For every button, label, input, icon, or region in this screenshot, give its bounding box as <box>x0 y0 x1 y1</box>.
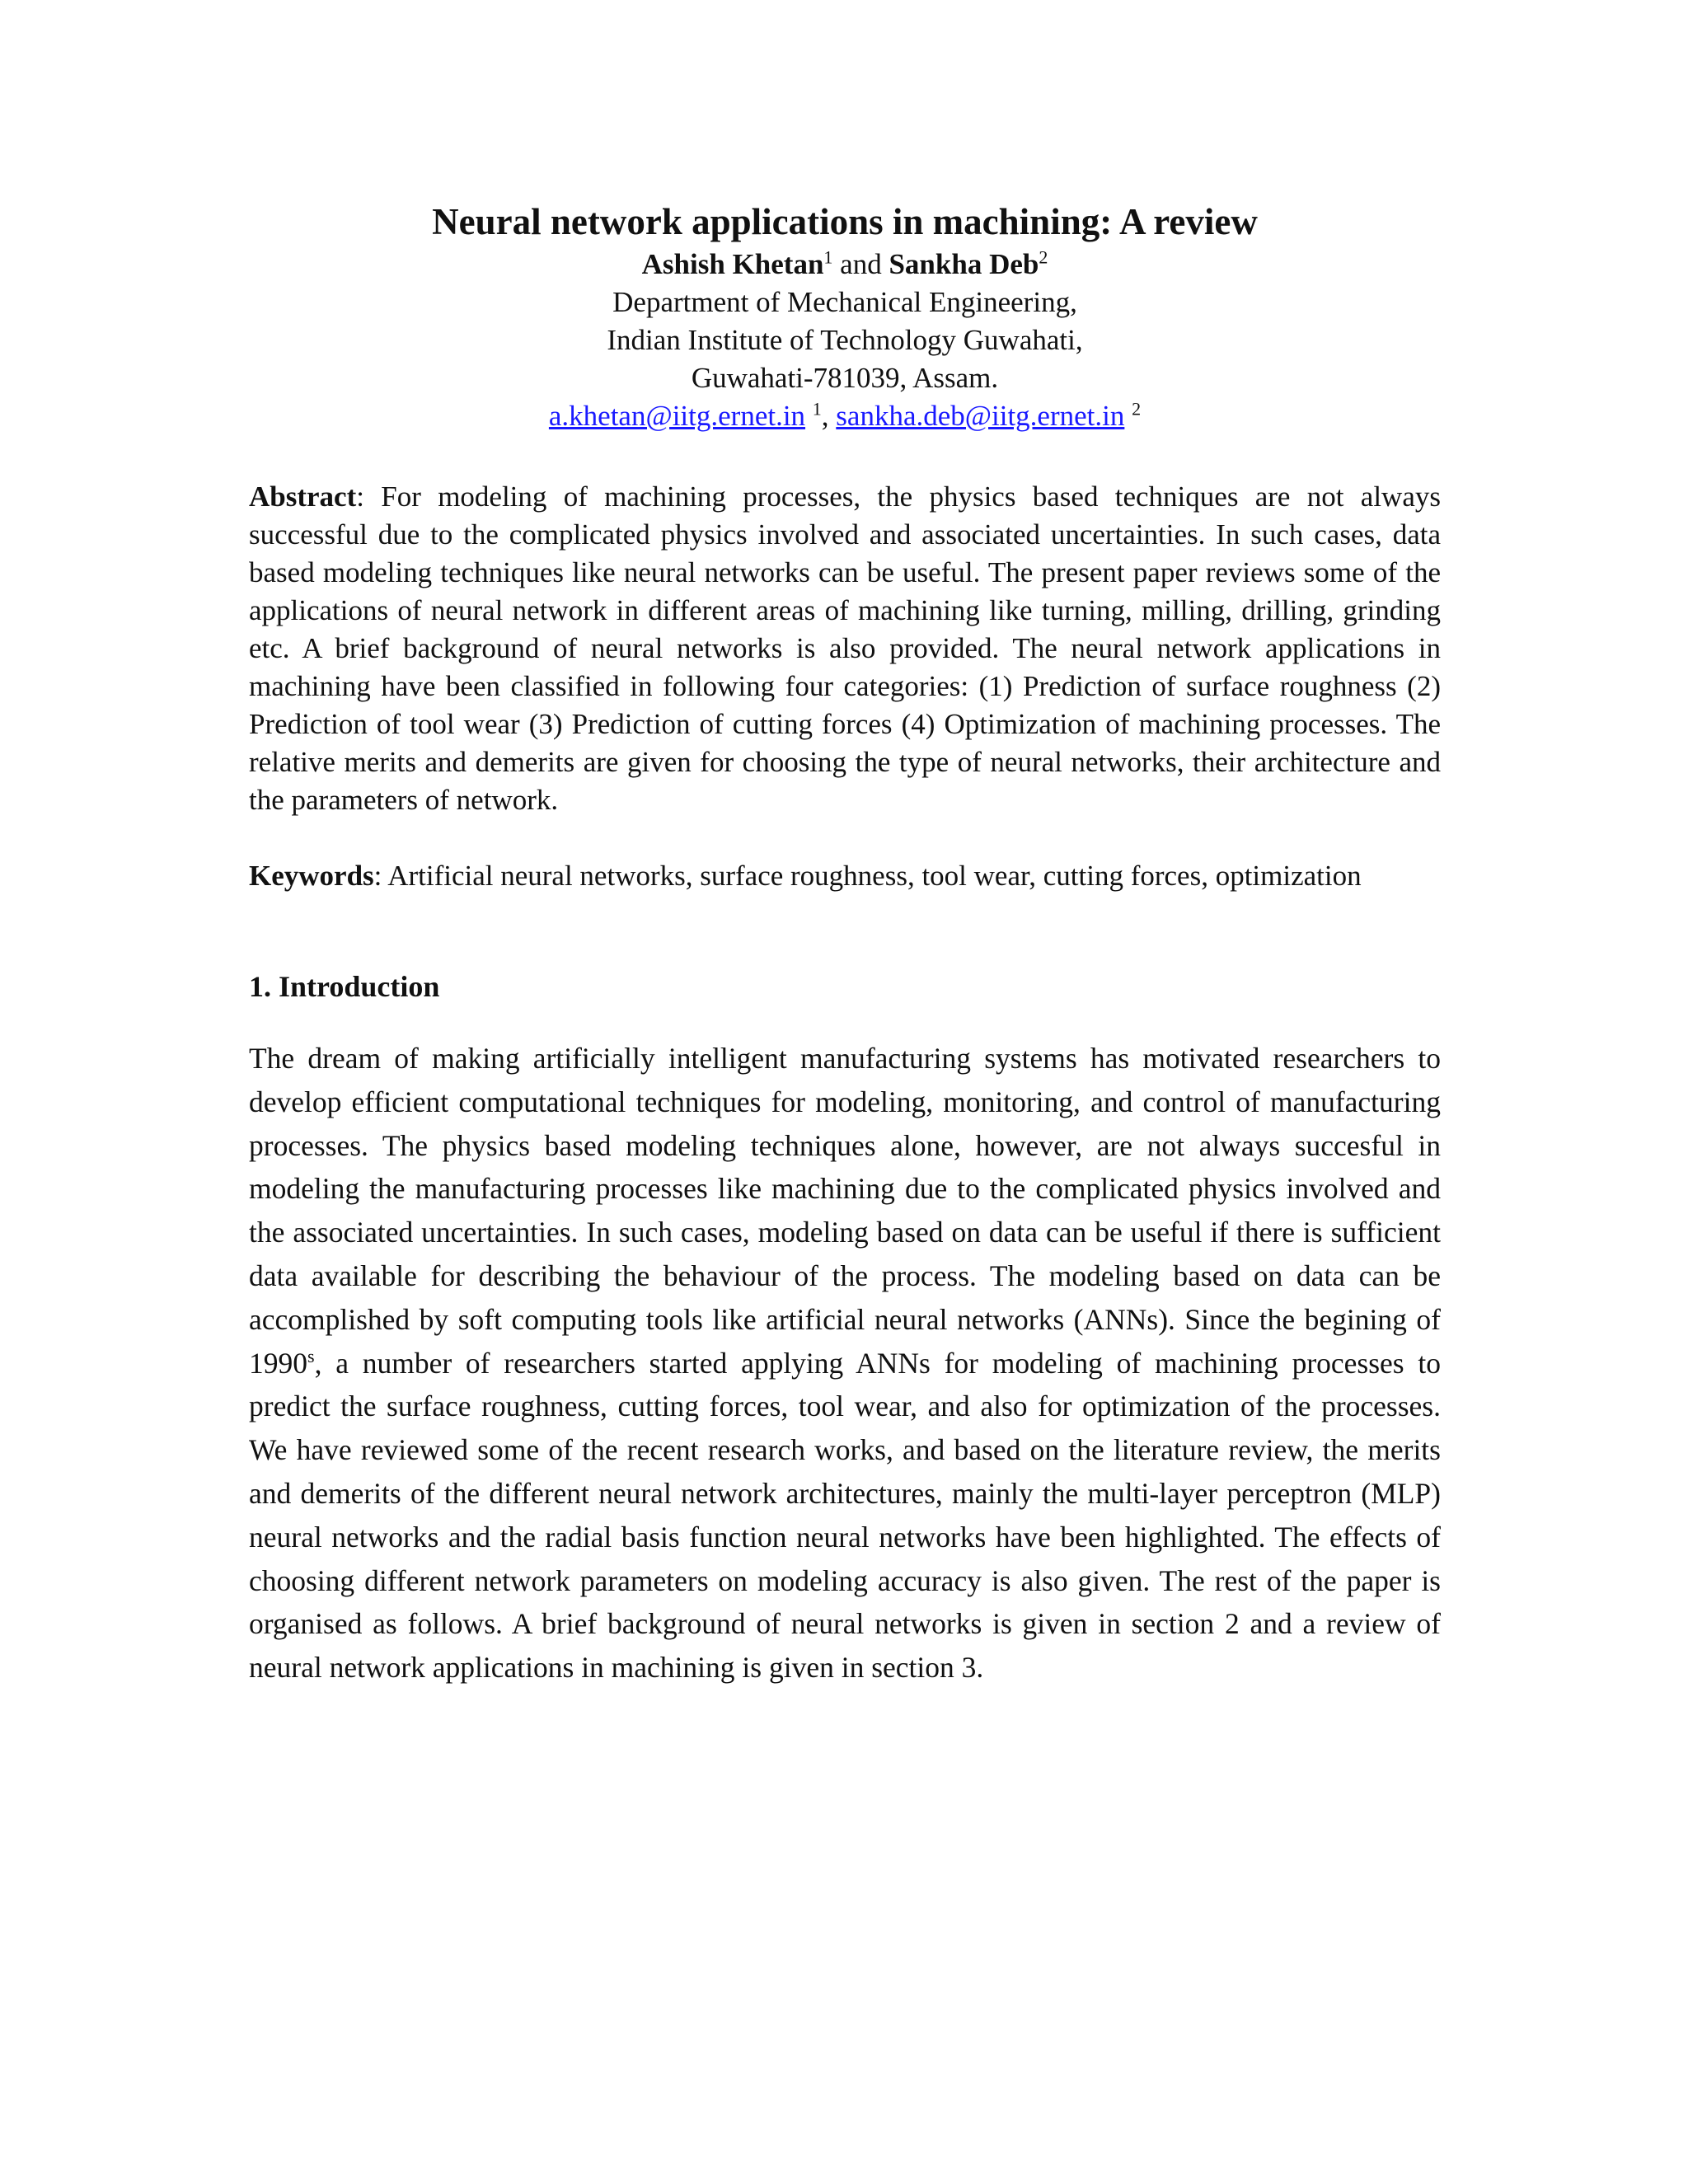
abstract-label: Abstract <box>249 480 357 513</box>
affiliation-line: Guwahati-781039, Assam. <box>691 362 999 394</box>
keywords <box>249 857 1441 895</box>
author-line <box>249 246 1441 284</box>
affiliation-line: Department of Mechanical Engineering, <box>612 286 1077 318</box>
intro-superscript: s <box>307 1345 315 1366</box>
abstract-text: : For modeling of machining processes, the physics based techniques are not always successful due to the complicated physics involved and associated uncertainties. In such cases, data based modeling techniques like neural networks can be useful. The present paper reviews some of the applications of neural network in different areas of machining like turning, milling, drilling, grinding etc. A brief background of neural networks is also provided. The neural network applications in machining have been classified in following four categories: (1) Prediction of surface roughness (2) Prediction of tool wear (3) Prediction of cutting forces (4) Optimization of machining processes. The relative merits and demerits are given for choosing the type of neural networks, their architecture and the parameters of network. <box>249 480 1441 816</box>
keywords-label: Keywords <box>249 860 374 892</box>
affiliation <box>249 284 1441 397</box>
abstract <box>249 478 1441 819</box>
email-mark: 2 <box>1132 398 1142 419</box>
email-separator: , <box>821 400 837 432</box>
email-line <box>249 397 1441 435</box>
author-conjunction: and <box>840 248 882 280</box>
paper-page <box>249 198 1441 1690</box>
keywords-text: : Artificial neural networks, surface roughness, tool wear, cutting forces, optimization <box>373 860 1362 892</box>
email-link[interactable]: a.khetan@iitg.ernet.in <box>548 400 806 432</box>
author-affiliation-mark: 2 <box>1039 246 1048 268</box>
author-name: Sankha Deb <box>889 248 1039 280</box>
email-mark: 1 <box>812 398 822 419</box>
author-name: Ashish Khetan <box>641 248 824 280</box>
author-affiliation-mark: 1 <box>823 246 833 268</box>
paper-title: Neural network applications in machining: A review <box>432 201 1258 242</box>
affiliation-line: Indian Institute of Technology Guwahati, <box>607 324 1083 356</box>
email-link[interactable]: sankha.deb@iitg.ernet.in <box>836 400 1125 432</box>
intro-text-part: , a number of researchers started applying ANNs for modeling of machining processes to predict the surface roughness, cutting forces, tool wear, and also for optimization of the processes. We have reviewed some of the recent research works, and based on the literature review, the merits and demerits of the different neural network architectures, mainly the multi-layer perceptron (MLP) neural networks and the radial basis function neural networks have been highlighted. The effects of choosing different network parameters on modeling accuracy is also given. The rest of the paper is organised as follows. A brief background of neural networks is given in section 2 and a review of neural network applications in machining is given in section 3. <box>249 1346 1441 1685</box>
introduction-paragraph <box>249 1037 1441 1690</box>
section-heading: 1. Introduction <box>249 970 440 1003</box>
intro-text-part: The dream of making artificially intelligent manufacturing systems has motivated researchers to develop efficient computational techniques for modeling, monitoring, and control of manufacturing processes. The physics based modeling techniques alone, however, are not always succesful in modeling the manufacturing processes like machining due to the complicated physics involved and the associated uncertainties. In such cases, modeling based on data can be useful if there is sufficient data available for describing the behaviour of the process. The modeling based on data can be accomplished by soft computing tools like artificial neural networks (ANNs). Since the begining of 1990 <box>249 1042 1441 1380</box>
